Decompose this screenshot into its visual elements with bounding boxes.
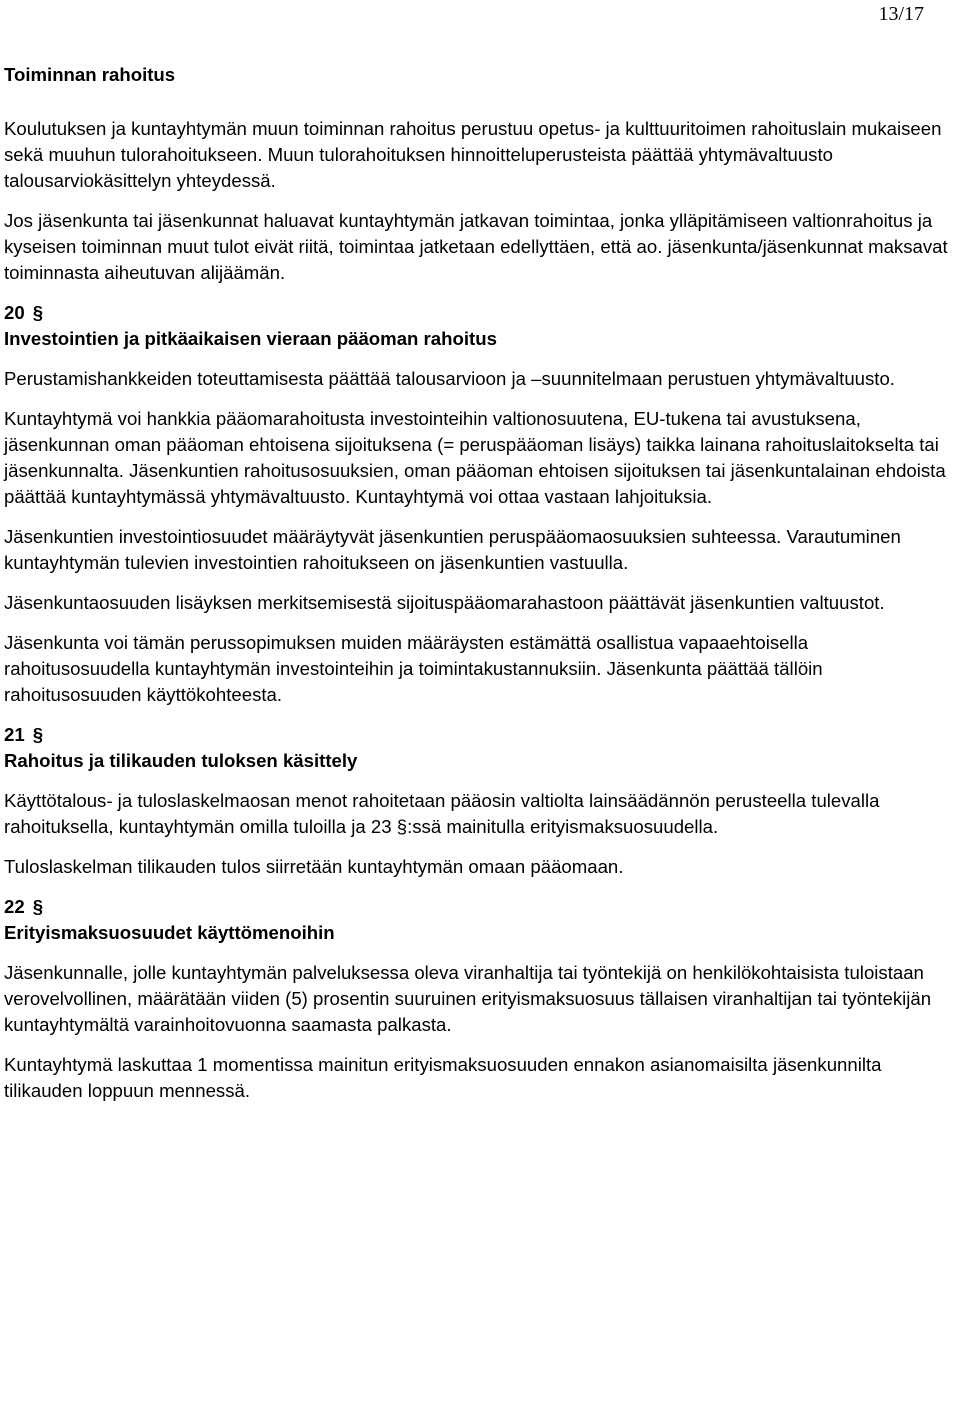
section-title-20: Investointien ja pitkäaikaisen vieraan pääoman rahoitus [4,328,497,349]
paragraph: Perustamishankkeiden toteuttamisesta päättää talousarvioon ja –suunnitelmaan perustuen yhtymävaltuusto. [4,368,895,389]
section-title-22: Erityismaksuosuudet käyttömenoihin [4,922,335,943]
paragraph: Jäsenkuntaosuuden lisäyksen merkitsemisestä sijoituspääomarahastoon päättävät jäsenkuntien valtuustot. [4,592,885,613]
section-title-funding: Toiminnan rahoitus [4,64,176,85]
section-number: 20 [4,302,25,323]
section-number-21 [4,722,958,748]
paragraph: Kuntayhtymä laskuttaa 1 momentissa mainitun erityismaksuosuuden ennakon asianomaisilta jäsenkunnilta tilikauden loppuun mennessä. [4,1054,882,1101]
paragraph: Jos jäsenkunta tai jäsenkunnat haluavat kuntayhtymän jatkavan toimintaa, jonka ylläpitämiseen valtionrahoitus ja kyseisen toiminnan muut tulot eivät riitä, toimintaa jatketaan edellyttäen, että ao. jäsenkunta/jäsenkunnat maksavat toiminnasta aiheutuvan alijäämän. [4,210,948,283]
paragraph: Kuntayhtymä voi hankkia pääomarahoitusta investointeihin valtionosuutena, EU-tukena tai avustuksena, jäsenkunnan oman pääoman ehtoisena sijoituksena (= peruspääoman lisäys) taikka lainana rahoituslaitokselta tai jäsenkunnalta. Jäsenkuntien rahoitusosuuksien, oman pääoman ehtoisen sijoituksen tai jäsenkuntalainan ehdoista päättää kuntayhtymässä yhtymävaltuusto. Kuntayhtymä voi ottaa vastaan lahjoituksia. [4,408,946,507]
section-sign: § [32,896,44,917]
section-number-22 [4,894,958,920]
section-number: 22 [4,896,25,917]
paragraph: Jäsenkuntien investointiosuudet määräytyvät jäsenkuntien peruspääomaosuuksien suhteessa. Varautuminen kuntayhtymän tulevien investointien rahoitukseen on jäsenkuntien vastuulla. [4,526,901,573]
section-sign: § [32,724,44,745]
paragraph: Käyttötalous- ja tuloslaskelmaosan menot rahoitetaan pääosin valtiolta lainsäädännön perusteella tulevalla rahoituksella, kuntayhtymän omilla tuloilla ja 23 §:ssä mainitulla erityismaksuosuudella. [4,790,880,837]
section-number-20 [4,300,958,326]
document-body [4,62,958,1104]
paragraph: Koulutuksen ja kuntayhtymän muun toiminnan rahoitus perustuu opetus- ja kulttuuritoimen rahoituslain mukaiseen sekä muuhun tulorahoitukseen. Muun tulorahoituksen hinnoitteluperusteista päättää yhtymävaltuusto talousarviokäsittelyn yhteydessä. [4,118,942,191]
section-title-21: Rahoitus ja tilikauden tuloksen käsittely [4,750,358,771]
paragraph: Jäsenkunta voi tämän perussopimuksen muiden määräysten estämättä osallistua vapaaehtoisella rahoitusosuudella kuntayhtymän investointeihin ja toimintakustannuksiin. Jäsenkunta päättää tällöin rahoitusosuuden käyttökohteesta. [4,632,823,705]
paragraph: Jäsenkunnalle, jolle kuntayhtymän palveluksessa oleva viranhaltija tai työntekijä on henkilökohtaisista tuloistaan verovelvollinen, määrätään viiden (5) prosentin suuruinen erityismaksuosuus tällaisen viranhaltijan tai työntekijän kuntayhtymältä varainhoitovuonna saamasta palkasta. [4,962,932,1035]
section-sign: § [32,302,44,323]
section-number: 21 [4,724,25,745]
page-number: 13/17 [878,3,924,25]
paragraph: Tuloslaskelman tilikauden tulos siirretään kuntayhtymän omaan pääomaan. [4,856,624,877]
